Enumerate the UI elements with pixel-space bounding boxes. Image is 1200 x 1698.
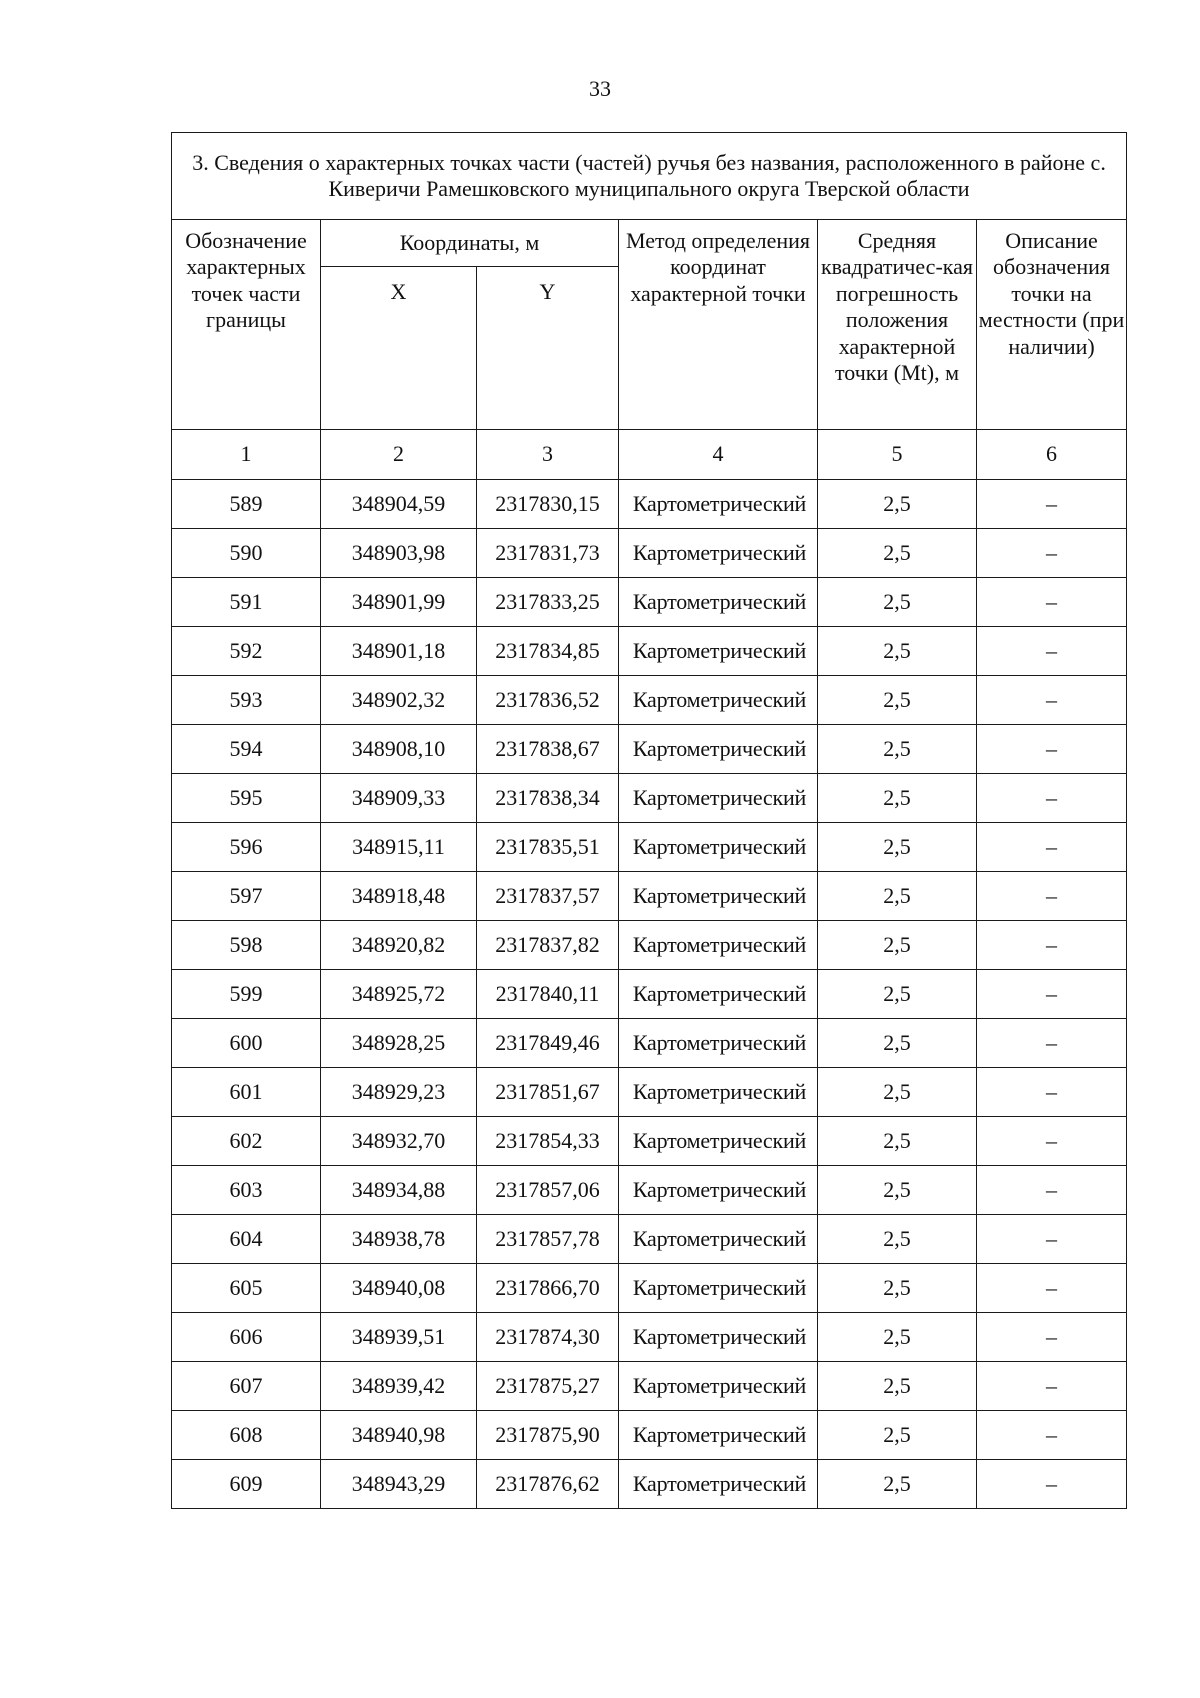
x-coordinate-cell: 348934,88 — [321, 1166, 477, 1215]
point-number-cell: 602 — [172, 1117, 321, 1166]
point-number-cell: 604 — [172, 1215, 321, 1264]
header-coordinates: Координаты, м — [321, 220, 619, 267]
x-coordinate-cell: 348920,82 — [321, 921, 477, 970]
table-row — [172, 1313, 1127, 1362]
method-cell: Картометрический — [619, 1362, 818, 1411]
description-cell: – — [977, 1362, 1127, 1411]
table-row — [172, 872, 1127, 921]
table-row — [172, 1411, 1127, 1460]
x-coordinate-cell: 348918,48 — [321, 872, 477, 921]
y-coordinate-cell: 2317837,57 — [477, 872, 619, 921]
description-cell: – — [977, 1166, 1127, 1215]
method-cell: Картометрический — [619, 970, 818, 1019]
header-method: Метод определения координат характерной точки — [619, 220, 818, 430]
method-cell: Картометрический — [619, 676, 818, 725]
point-number-cell: 609 — [172, 1460, 321, 1509]
y-coordinate-cell: 2317838,34 — [477, 774, 619, 823]
y-coordinate-cell: 2317875,90 — [477, 1411, 619, 1460]
point-number-cell: 596 — [172, 823, 321, 872]
description-cell: – — [977, 921, 1127, 970]
point-number-cell: 600 — [172, 1019, 321, 1068]
table-row — [172, 1460, 1127, 1509]
description-cell: – — [977, 627, 1127, 676]
header-y: Y — [477, 267, 619, 430]
description-cell: – — [977, 1460, 1127, 1509]
method-cell: Картометрический — [619, 1117, 818, 1166]
y-coordinate-cell: 2317833,25 — [477, 578, 619, 627]
error-cell: 2,5 — [818, 872, 977, 921]
description-cell: – — [977, 578, 1127, 627]
y-coordinate-cell: 2317857,78 — [477, 1215, 619, 1264]
y-coordinate-cell: 2317854,33 — [477, 1117, 619, 1166]
table-row — [172, 1166, 1127, 1215]
x-coordinate-cell: 348903,98 — [321, 529, 477, 578]
method-cell: Картометрический — [619, 1068, 818, 1117]
error-cell: 2,5 — [818, 480, 977, 529]
method-cell: Картометрический — [619, 921, 818, 970]
page-number: 33 — [589, 76, 611, 101]
error-cell: 2,5 — [818, 774, 977, 823]
x-coordinate-cell: 348901,18 — [321, 627, 477, 676]
table-row — [172, 823, 1127, 872]
y-coordinate-cell: 2317866,70 — [477, 1264, 619, 1313]
table-row — [172, 627, 1127, 676]
characteristic-points-table — [171, 132, 1127, 1509]
column-number-row — [172, 430, 1127, 480]
x-coordinate-cell: 348940,08 — [321, 1264, 477, 1313]
column-number: 4 — [619, 430, 818, 480]
method-cell: Картометрический — [619, 1264, 818, 1313]
description-cell: – — [977, 823, 1127, 872]
point-number-cell: 603 — [172, 1166, 321, 1215]
point-number-cell: 607 — [172, 1362, 321, 1411]
method-cell: Картометрический — [619, 1019, 818, 1068]
error-cell: 2,5 — [818, 1215, 977, 1264]
y-coordinate-cell: 2317834,85 — [477, 627, 619, 676]
y-coordinate-cell: 2317837,82 — [477, 921, 619, 970]
table-title: 3. Сведения о характерных точках части (частей) ручья без названия, расположенного в районе с. Киверичи Рамешковского муниципального округа Тверской области — [172, 133, 1127, 220]
description-cell: – — [977, 872, 1127, 921]
description-cell: – — [977, 529, 1127, 578]
point-number-cell: 598 — [172, 921, 321, 970]
error-cell: 2,5 — [818, 627, 977, 676]
point-number-cell: 590 — [172, 529, 321, 578]
point-number-cell: 599 — [172, 970, 321, 1019]
description-cell: – — [977, 970, 1127, 1019]
point-number-cell: 608 — [172, 1411, 321, 1460]
x-coordinate-cell: 348901,99 — [321, 578, 477, 627]
point-number-cell: 605 — [172, 1264, 321, 1313]
error-cell: 2,5 — [818, 823, 977, 872]
point-number-cell: 595 — [172, 774, 321, 823]
error-cell: 2,5 — [818, 1068, 977, 1117]
header-error: Средняя квадратичес-кая погрешность положения характерной точки (Mt), м — [818, 220, 977, 430]
method-cell: Картометрический — [619, 578, 818, 627]
error-cell: 2,5 — [818, 921, 977, 970]
method-cell: Картометрический — [619, 1411, 818, 1460]
error-cell: 2,5 — [818, 529, 977, 578]
description-cell: – — [977, 1411, 1127, 1460]
table-row — [172, 1117, 1127, 1166]
x-coordinate-cell: 348915,11 — [321, 823, 477, 872]
x-coordinate-cell: 348909,33 — [321, 774, 477, 823]
y-coordinate-cell: 2317857,06 — [477, 1166, 619, 1215]
table-row — [172, 1215, 1127, 1264]
table-row — [172, 676, 1127, 725]
error-cell: 2,5 — [818, 970, 977, 1019]
error-cell: 2,5 — [818, 676, 977, 725]
description-cell: – — [977, 1264, 1127, 1313]
description-cell: – — [977, 1068, 1127, 1117]
point-number-cell: 593 — [172, 676, 321, 725]
table-row — [172, 1019, 1127, 1068]
description-cell: – — [977, 676, 1127, 725]
y-coordinate-cell: 2317838,67 — [477, 725, 619, 774]
point-number-cell: 597 — [172, 872, 321, 921]
x-coordinate-cell: 348938,78 — [321, 1215, 477, 1264]
method-cell: Картометрический — [619, 774, 818, 823]
y-coordinate-cell: 2317830,15 — [477, 480, 619, 529]
table-row — [172, 1264, 1127, 1313]
table-row — [172, 529, 1127, 578]
x-coordinate-cell: 348943,29 — [321, 1460, 477, 1509]
description-cell: – — [977, 1019, 1127, 1068]
description-cell: – — [977, 1215, 1127, 1264]
method-cell: Картометрический — [619, 1460, 818, 1509]
table-row — [172, 480, 1127, 529]
y-coordinate-cell: 2317874,30 — [477, 1313, 619, 1362]
point-number-cell: 591 — [172, 578, 321, 627]
method-cell: Картометрический — [619, 725, 818, 774]
method-cell: Картометрический — [619, 529, 818, 578]
y-coordinate-cell: 2317831,73 — [477, 529, 619, 578]
description-cell: – — [977, 1313, 1127, 1362]
table-row — [172, 774, 1127, 823]
point-number-cell: 592 — [172, 627, 321, 676]
method-cell: Картометрический — [619, 872, 818, 921]
method-cell: Картометрический — [619, 1215, 818, 1264]
method-cell: Картометрический — [619, 1313, 818, 1362]
table-row — [172, 578, 1127, 627]
x-coordinate-cell: 348904,59 — [321, 480, 477, 529]
header-description: Описание обозначения точки на местности (при наличии) — [977, 220, 1127, 430]
x-coordinate-cell: 348939,51 — [321, 1313, 477, 1362]
column-number: 2 — [321, 430, 477, 480]
y-coordinate-cell: 2317876,62 — [477, 1460, 619, 1509]
error-cell: 2,5 — [818, 1411, 977, 1460]
column-number: 5 — [818, 430, 977, 480]
point-number-cell: 589 — [172, 480, 321, 529]
y-coordinate-cell: 2317849,46 — [477, 1019, 619, 1068]
table-row — [172, 1068, 1127, 1117]
table-row — [172, 970, 1127, 1019]
column-number: 3 — [477, 430, 619, 480]
error-cell: 2,5 — [818, 1460, 977, 1509]
y-coordinate-cell: 2317875,27 — [477, 1362, 619, 1411]
y-coordinate-cell: 2317836,52 — [477, 676, 619, 725]
method-cell: Картометрический — [619, 823, 818, 872]
description-cell: – — [977, 774, 1127, 823]
column-number: 6 — [977, 430, 1127, 480]
x-coordinate-cell: 348928,25 — [321, 1019, 477, 1068]
x-coordinate-cell: 348908,10 — [321, 725, 477, 774]
error-cell: 2,5 — [818, 1362, 977, 1411]
x-coordinate-cell: 348929,23 — [321, 1068, 477, 1117]
description-cell: – — [977, 1117, 1127, 1166]
error-cell: 2,5 — [818, 1264, 977, 1313]
point-number-cell: 594 — [172, 725, 321, 774]
description-cell: – — [977, 480, 1127, 529]
x-coordinate-cell: 348940,98 — [321, 1411, 477, 1460]
x-coordinate-cell: 348939,42 — [321, 1362, 477, 1411]
column-number: 1 — [172, 430, 321, 480]
error-cell: 2,5 — [818, 725, 977, 774]
method-cell: Картометрический — [619, 480, 818, 529]
error-cell: 2,5 — [818, 1019, 977, 1068]
header-x: X — [321, 267, 477, 430]
y-coordinate-cell: 2317835,51 — [477, 823, 619, 872]
y-coordinate-cell: 2317840,11 — [477, 970, 619, 1019]
error-cell: 2,5 — [818, 1166, 977, 1215]
table-row — [172, 921, 1127, 970]
method-cell: Картометрический — [619, 627, 818, 676]
x-coordinate-cell: 348925,72 — [321, 970, 477, 1019]
x-coordinate-cell: 348902,32 — [321, 676, 477, 725]
description-cell: – — [977, 725, 1127, 774]
method-cell: Картометрический — [619, 1166, 818, 1215]
header-designation: Обозначение характерных точек части границы — [172, 220, 321, 430]
error-cell: 2,5 — [818, 1117, 977, 1166]
table-row — [172, 725, 1127, 774]
x-coordinate-cell: 348932,70 — [321, 1117, 477, 1166]
error-cell: 2,5 — [818, 1313, 977, 1362]
y-coordinate-cell: 2317851,67 — [477, 1068, 619, 1117]
point-number-cell: 606 — [172, 1313, 321, 1362]
table-row — [172, 1362, 1127, 1411]
error-cell: 2,5 — [818, 578, 977, 627]
table-body — [172, 480, 1127, 1509]
point-number-cell: 601 — [172, 1068, 321, 1117]
